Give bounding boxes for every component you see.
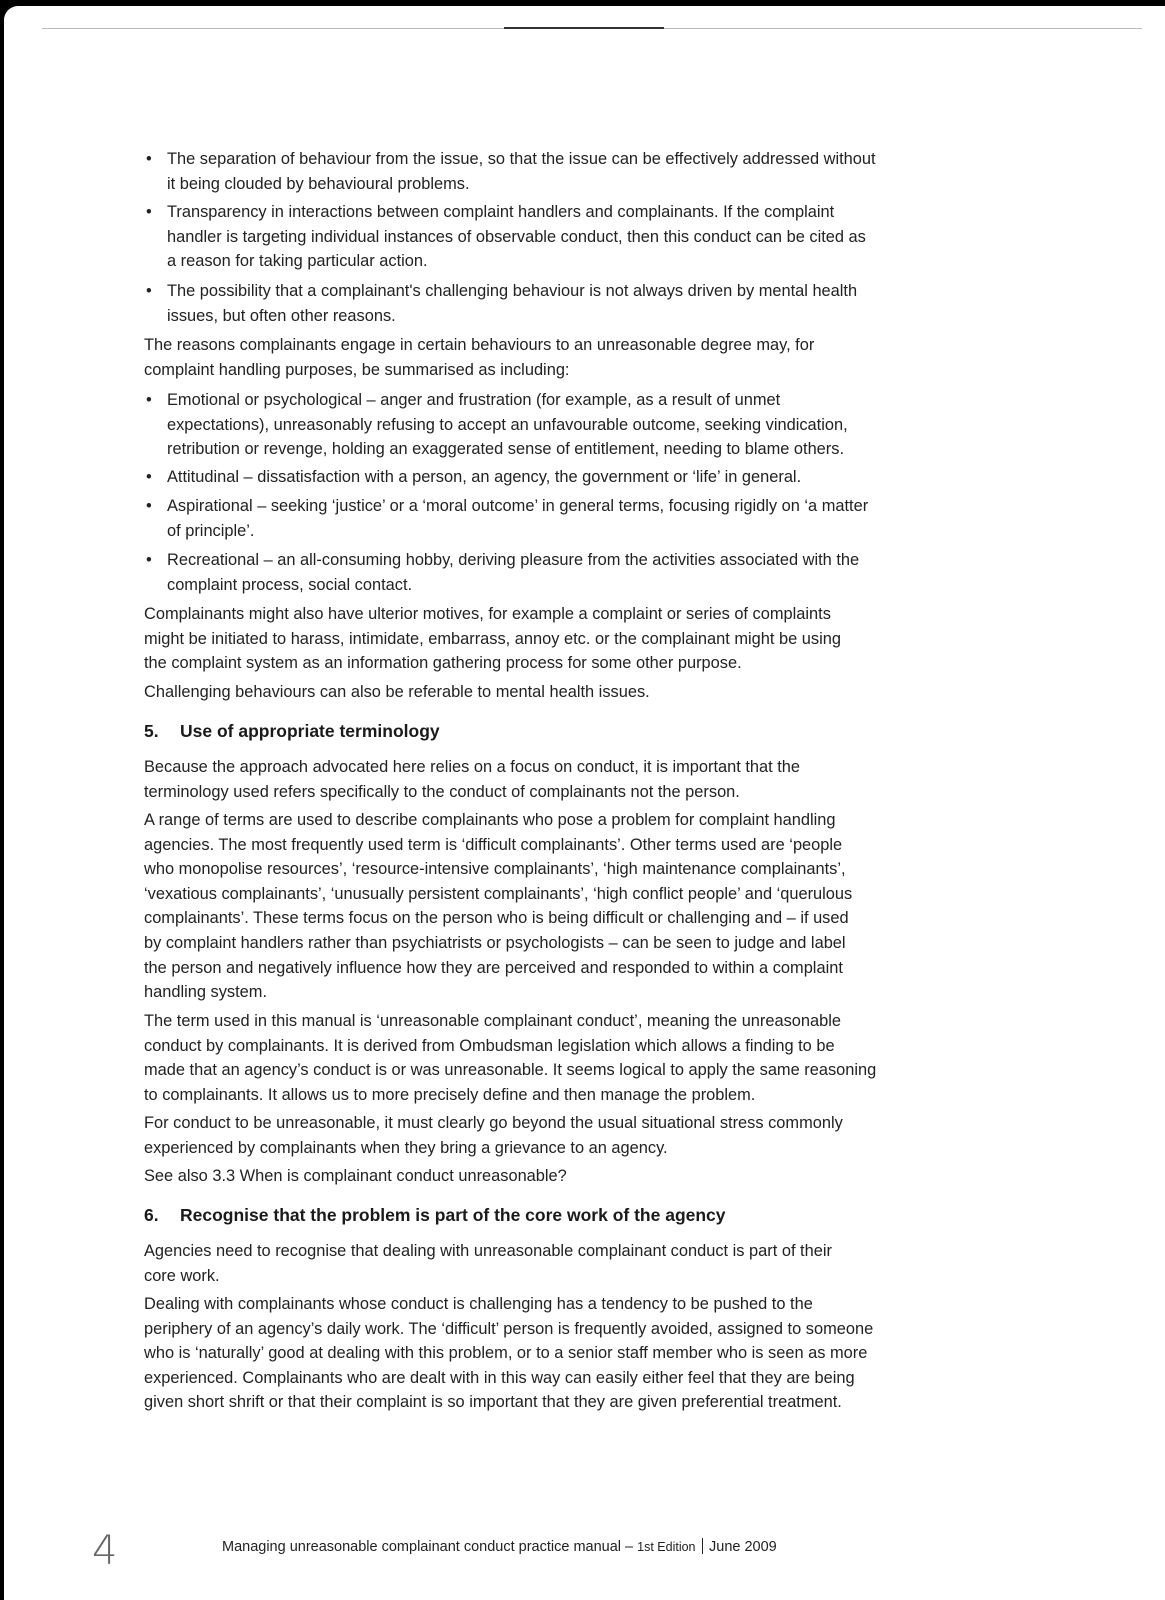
paragraph xyxy=(144,755,964,804)
text-line: The possibility that a complainant's challenging behaviour is not always driven by mental health xyxy=(167,282,858,300)
page-footer xyxy=(222,1538,777,1555)
bullet-item xyxy=(146,465,987,490)
text-line: it being clouded by behavioural problems. xyxy=(167,174,470,193)
text-line: complainants’. These terms focus on the person who is being difficult or challenging and – if used xyxy=(144,909,849,928)
text-line: Agencies need to recognise that dealing with unreasonable complainant conduct is part of their xyxy=(144,1242,832,1260)
text-line xyxy=(144,1203,964,1228)
bullet-item xyxy=(146,494,987,543)
text-line: complaint process, social contact. xyxy=(167,575,413,594)
text-line: Recreational – an all-consuming hobby, deriving pleasure from the activities associated with the xyxy=(167,551,860,569)
text-line: handler is targeting individual instances of observable conduct, then this conduct can be cited as xyxy=(167,227,866,246)
bullet-item xyxy=(146,388,987,462)
text-line: the person and negatively influence how they are perceived and responded to within a complaint xyxy=(144,958,843,977)
text-line xyxy=(144,719,964,744)
text-line: given short shrift or that their complaint is so important that they are given preferential treatment. xyxy=(144,1393,842,1412)
text-line: Emotional or psychological – anger and frustration (for example, as a result of unmet xyxy=(167,391,781,409)
section-heading xyxy=(144,719,964,744)
footer-edition: 1st Edition xyxy=(637,1540,696,1554)
section-number: 5. xyxy=(144,721,159,741)
document-page xyxy=(4,6,1165,1600)
text-line: Aspirational – seeking ‘justice’ or a ‘moral outcome’ in general terms, focusing rigidly on ‘a matter xyxy=(167,497,869,515)
text-line: issues, but often other reasons. xyxy=(167,306,396,325)
bullet-icon: • xyxy=(146,203,152,221)
text-line: retribution or revenge, holding an exaggerated sense of entitlement, needing to blame others. xyxy=(167,440,845,459)
text-line: periphery of an agency’s daily work. The ‘difficult’ person is frequently avoided, assigned to someone xyxy=(144,1319,874,1338)
text-line: Transparency in interactions between complaint handlers and complainants. If the complaint xyxy=(167,203,835,221)
text-line: For conduct to be unreasonable, it must clearly go beyond the usual situational stress commonly xyxy=(144,1114,843,1132)
text-line: made that an agency’s conduct is or was unreasonable. It seems logical to apply the same reasoning xyxy=(144,1061,877,1080)
text-line: the complaint system as an information gathering process for some other purpose. xyxy=(144,654,742,673)
paragraph xyxy=(144,1239,964,1288)
text-line: Challenging behaviours can also be referable to mental health issues. xyxy=(144,683,650,701)
paragraph xyxy=(144,1111,964,1160)
section-heading xyxy=(144,1203,964,1228)
section-title: Recognise that the problem is part of the core work of the agency xyxy=(180,1205,726,1225)
text-line: who is ‘naturally’ good at dealing with this problem, or to a senior staff member who is seen as more xyxy=(144,1344,868,1363)
bullet-icon: • xyxy=(146,497,152,515)
footer-date: June 2009 xyxy=(709,1539,777,1555)
bullet-item xyxy=(146,279,987,328)
text-line: A range of terms are used to describe complainants who pose a problem for complaint handling xyxy=(144,811,836,829)
text-line: See also 3.3 When is complainant conduct unreasonable? xyxy=(144,1167,567,1185)
text-line: expectations), unreasonably refusing to accept an unfavourable outcome, seeking vindication, xyxy=(167,415,848,434)
text-line: Because the approach advocated here relies on a focus on conduct, it is important that the xyxy=(144,758,801,776)
text-line: who monopolise resources’, ‘resource-intensive complainants’, ‘high maintenance complainants’, xyxy=(144,860,846,879)
paragraph xyxy=(144,1164,964,1189)
text-line: to complainants. It allows us to more precisely define and then manage the problem. xyxy=(144,1085,756,1104)
text-line: Dealing with complainants whose conduct is challenging has a tendency to be pushed to the xyxy=(144,1295,813,1313)
text-line: of principle’. xyxy=(167,521,255,540)
page-number: 4 xyxy=(92,1528,118,1574)
bullet-icon: • xyxy=(146,391,152,409)
paragraph xyxy=(144,808,964,1005)
paragraph xyxy=(144,1292,964,1415)
bullet-item xyxy=(146,147,987,196)
text-line: by complaint handlers rather than psychiatrists or psychologists – can be seen to judge and label xyxy=(144,933,846,952)
text-line: experienced by complainants when they bring a grievance to an agency. xyxy=(144,1138,668,1157)
bullet-item xyxy=(146,548,987,597)
bullet-item xyxy=(146,200,987,274)
text-line: The separation of behaviour from the issue, so that the issue can be effectively addressed without xyxy=(167,150,876,168)
text-line: complaint handling purposes, be summarised as including: xyxy=(144,360,570,379)
bullet-icon: • xyxy=(146,551,152,569)
paragraph xyxy=(144,602,964,676)
section-title: Use of appropriate terminology xyxy=(180,721,440,741)
text-line: might be initiated to harass, intimidate, embarrass, annoy etc. or the complainant might be using xyxy=(144,629,841,648)
paragraph xyxy=(144,680,964,705)
section-number: 6. xyxy=(144,1205,159,1225)
bullet-icon: • xyxy=(146,282,152,300)
text-line: agencies. The most frequently used term is ‘difficult complainants’. Other terms used are ‘people xyxy=(144,835,843,854)
text-line: Attitudinal – dissatisfaction with a person, an agency, the government or ‘life’ in general. xyxy=(167,468,802,486)
text-line: ‘vexatious complainants’, ‘unusually persistent complainants’, ‘high conflict people’ and ‘querulous xyxy=(144,884,853,903)
bullet-icon: • xyxy=(146,468,152,486)
text-line: terminology used refers specifically to the conduct of complainants not the person. xyxy=(144,782,740,801)
text-line: experienced. Complainants who are dealt with in this way can easily either feel that they are being xyxy=(144,1368,855,1387)
header-rule-accent xyxy=(504,27,664,29)
text-line: handling system. xyxy=(144,983,267,1002)
footer-separator xyxy=(702,1538,704,1554)
text-line: a reason for taking particular action. xyxy=(167,252,428,271)
text-line: core work. xyxy=(144,1266,220,1285)
paragraph xyxy=(144,1009,964,1107)
text-line: Complainants might also have ulterior motives, for example a complaint or series of complaints xyxy=(144,605,831,623)
bullet-icon: • xyxy=(146,150,152,168)
text-line: The term used in this manual is ‘unreasonable complainant conduct’, meaning the unreasonable xyxy=(144,1012,842,1030)
text-line: The reasons complainants engage in certain behaviours to an unreasonable degree may, for xyxy=(144,336,815,354)
text-line: conduct by complainants. It is derived from Ombudsman legislation which allows a finding to be xyxy=(144,1036,835,1055)
footer-title: Managing unreasonable complainant conduct practice manual – xyxy=(222,1539,638,1555)
paragraph xyxy=(144,333,964,382)
